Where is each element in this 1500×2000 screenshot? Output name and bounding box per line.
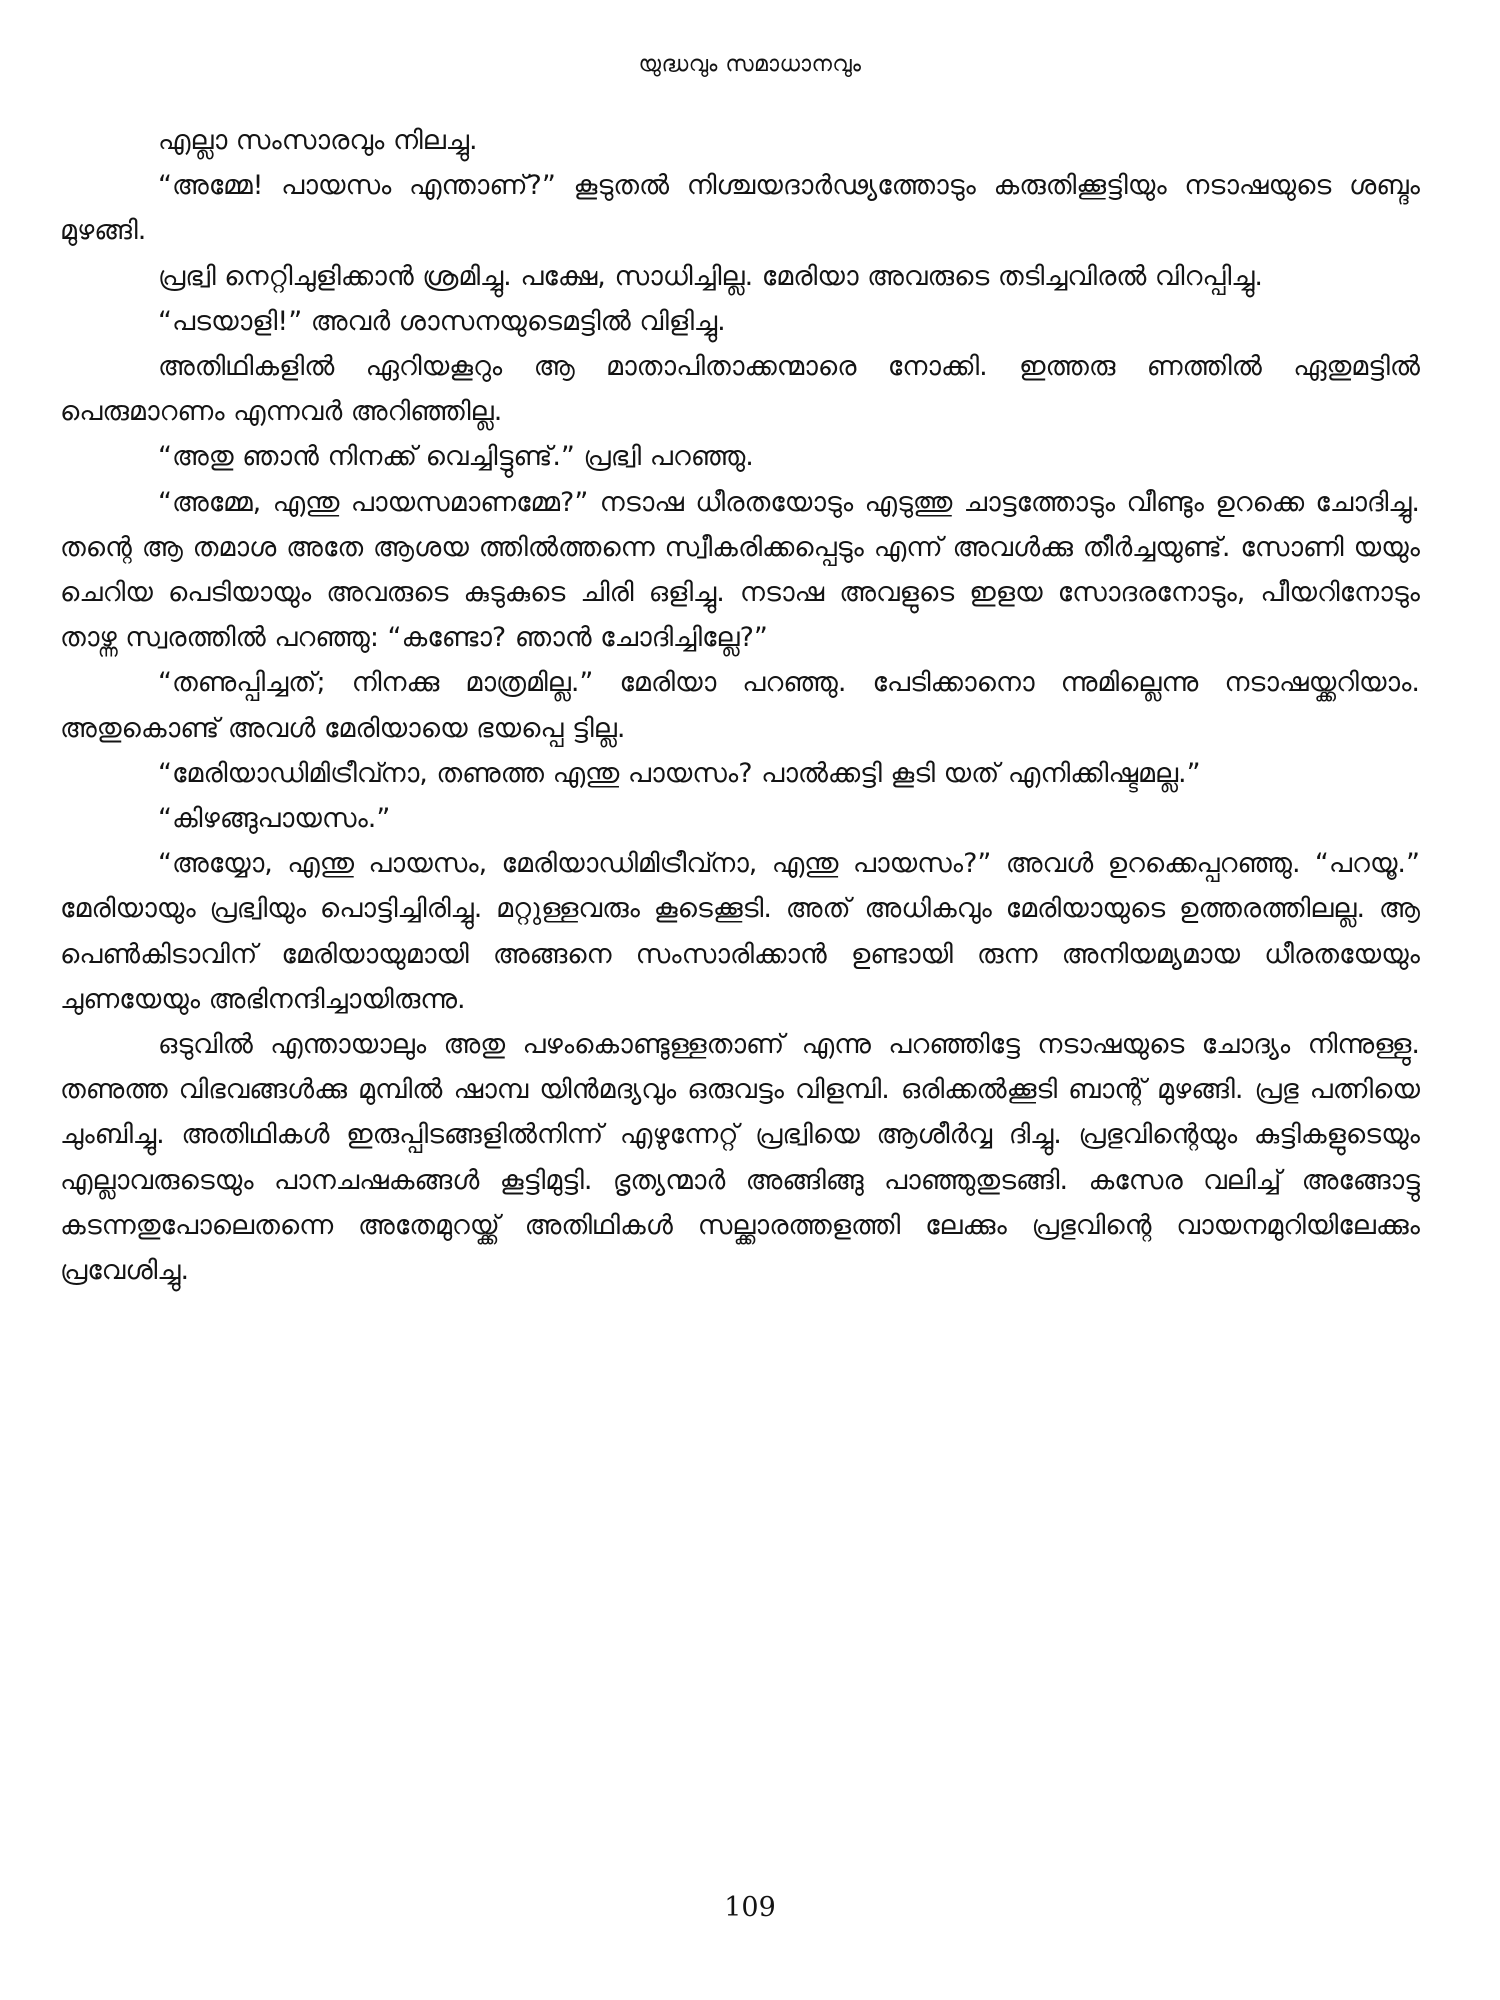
paragraph: അതിഥികളിൽ ഏറിയകൂറും ആ മാതാപിതാക്കന്മാരെ നോക്കി. ഇത്തരു ണത്തിൽ ഏതുമട്ടിൽ പെരുമാറണം എന്നവർ അറിഞ്ഞില്ല. xyxy=(60,351,1420,428)
paragraph: “മേരിയാഡിമിട്രീവ്നാ, തണുത്ത എന്തു പായസം? പാൽക്കട്ടി കൂടി യത് എനിക്കിഷ്ടമല്ല.” xyxy=(158,757,1201,789)
paragraph: “തണുപ്പിച്ചത്; നിനക്കു മാത്രമില്ല.” മേരിയാ പറഞ്ഞു. പേടിക്കാനൊ ന്നുമില്ലെന്നു നടാഷയ്ക്കറിയാം. അതുകൊണ്ട് അവൾ മേരിയായെ ഭയപ്പെ ട്ടില്ല. xyxy=(60,667,1420,744)
paragraph: “അയ്യോ, എന്തു പായസം, മേരിയാഡിമിട്രീവ്നാ, എന്തു പായസം?” അവൾ ഉറക്കെപ്പറഞ്ഞു. “പറയൂ.” മേരിയായും പ്രഭ്വിയും പൊട്ടിച്ചിരിച്ചു. മറ്റുള്ളവരും കൂടെക്കൂടി. അത് അധികവും മേരിയായുടെ ഉത്തരത്തിലല്ല. ആ പെൺകിടാവിന് മേരിയായുമായി അങ്ങനെ സംസാരിക്കാൻ ഉണ്ടായി രുന്ന അനിയമ്യമായ ധീരതയേയും ചുണയേയും അഭിനന്ദിച്ചായിരുന്നു. xyxy=(60,848,1420,1015)
paragraph: “കിഴങ്ങുപായസം.” xyxy=(158,803,391,835)
paragraph: പ്രഭ്വി നെറ്റിചുളിക്കാൻ ശ്രമിച്ചു. പക്ഷേ, സാധിച്ചില്ല. മേരിയാ അവരുടെ തടിച്ചവിരൽ വിറപ്പിച്ചു. xyxy=(158,260,1263,292)
paragraph: “പടയാളി!” അവർ ശാസനയുടെമട്ടിൽ വിളിച്ചു. xyxy=(158,305,726,337)
body-text xyxy=(60,118,1420,1293)
paragraph: ഒടുവിൽ എന്തായാലും അതു പഴംകൊണ്ടുള്ളതാണ് എന്നു പറഞ്ഞിട്ടേ നടാഷയുടെ ചോദ്യം നിന്നുള്ളു. തണുത്ത വിഭവങ്ങൾക്കു മുമ്പിൽ ഷാമ്പ യിൻമദ്യവും ഒരുവട്ടം വിളമ്പി. ഒരിക്കൽക്കൂടി ബാന്റ് മുഴങ്ങി. പ്രഭു പത്നിയെ ചുംബിച്ചു. അതിഥികൾ ഇരുപ്പിടങ്ങളിൽനിന്ന് എഴുന്നേറ്റ് പ്രഭ്വിയെ ആശീർവ്വ ദിച്ചു. പ്രഭുവിന്റെയും കുട്ടികളുടെയും എല്ലാവരുടെയും പാനചഷകങ്ങൾ കൂട്ടിമുട്ടി. ഭൃത്യന്മാർ അങ്ങിങ്ങു പാഞ്ഞുതുടങ്ങി. കസേര വലിച്ച് അങ്ങോട്ടു കടന്നതുപോലെതന്നെ അതേമുറയ്ക്ക് അതിഥികൾ സല്ക്കാരത്തളത്തി ലേക്കും പ്രഭുവിന്റെ വായനമുറിയിലേക്കും പ്രവേശിച്ചു. xyxy=(60,1029,1420,1287)
paragraph: “അതു ഞാൻ നിനക്ക് വെച്ചിട്ടുണ്ട്.” പ്രഭ്വി പറഞ്ഞു. xyxy=(158,441,754,473)
paragraph: എല്ലാ സംസാരവും നിലച്ചു. xyxy=(158,125,478,156)
page-number: 109 xyxy=(724,1892,776,1923)
paragraph: “അമ്മേ! പായസം എന്താണ്?” കൂടുതൽ നിശ്ചയദാർഢ്യത്തോടും കരുതിക്കൂട്ടിയും നടാഷയുടെ ശബ്ദം മുഴങ്ങി. xyxy=(60,170,1420,247)
paragraph: “അമ്മേ, എന്തു പായസമാണമ്മേ?” നടാഷ ധീരതയോടും എടുത്തു ചാട്ടത്തോടും വീണ്ടും ഉറക്കെ ചോദിച്ചു. തന്റെ ആ തമാശ അതേ ആശയ ത്തിൽത്തന്നെ സ്വീകരിക്കപ്പെടും എന്ന് അവൾക്കു തീർച്ചയുണ്ട്. സോണി യയും ചെറിയ പെടിയായും അവരുടെ കുടുകുടെ ചിരി ഒളിച്ചു. നടാഷ അവളുടെ ഇളയ സോദരനോടും, പീയറിനോടും താഴ്ന്ന സ്വരത്തിൽ പറഞ്ഞു: “കണ്ടോ? ഞാൻ ചോദിച്ചില്ലേ?” xyxy=(60,486,1420,654)
running-head: യുദ്ധവും സമാധാനവും xyxy=(638,52,862,77)
